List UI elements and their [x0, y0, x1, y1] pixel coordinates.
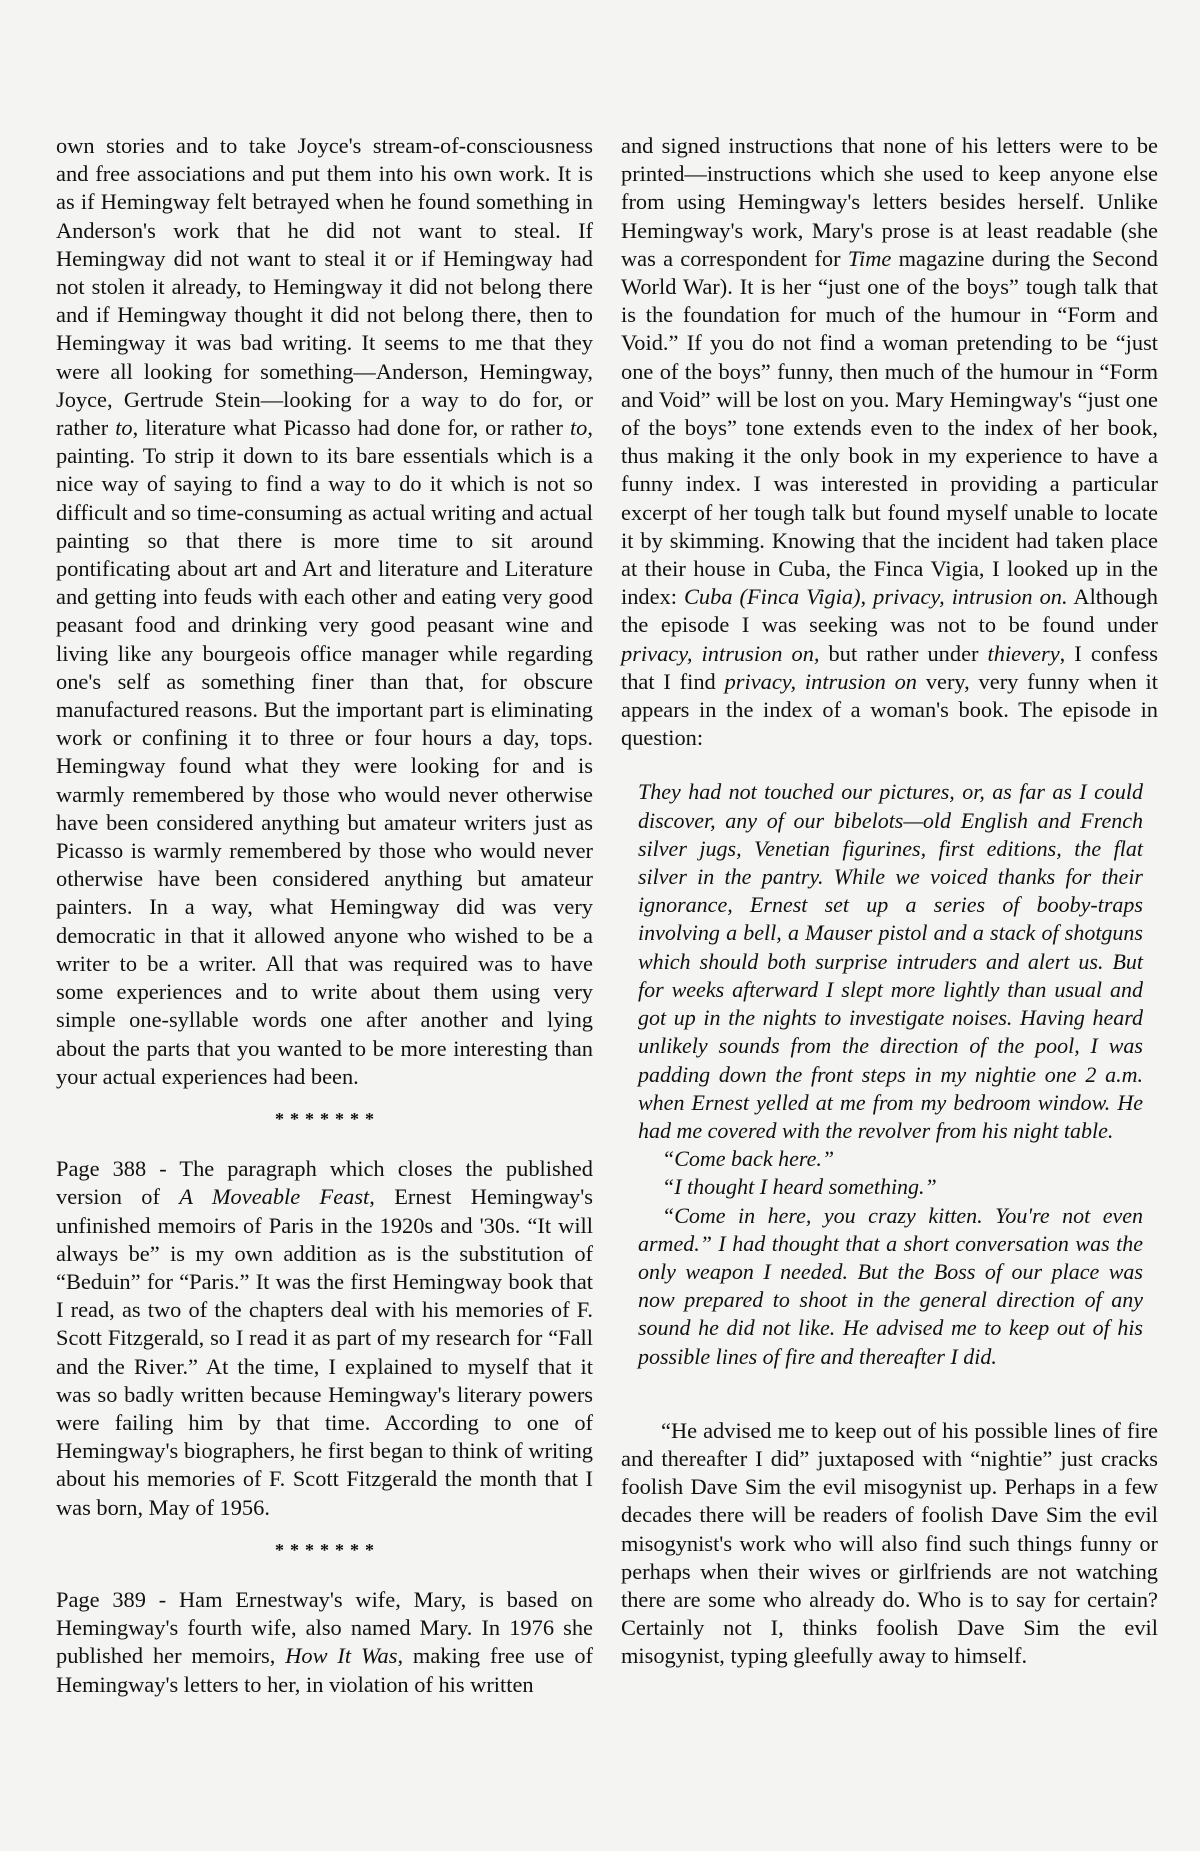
paragraph-juxtaposed: “He advised me to keep out of his possible lines of fire and thereafter I did” juxtaposed with “nightie” just cracks foolish Dave Sim the evil misogynist up. Perhaps in a few decades there will be readers of foolish Dave Sim the evil misogynist's work who will also find such things funny or perhaps when their wives or girlfriends are not watching there are some who already do. Who is to say for certain? Certainly not I, thinks foolish Dave Sim the evil misogynist, typing gleefully away to himself. [621, 1417, 1158, 1669]
quote-paragraph: “Come in here, you crazy kitten. You're not even armed.” I had thought that a short conversation was the only weapon I needed. But the Boss of our place was now prepared to shoot in the general direction of any sound he did not like. He advised me to keep out of his possible lines of fire and thereafter I did. [638, 1202, 1143, 1369]
paragraph-stream-of-consciousness [56, 132, 593, 1091]
left-column [56, 132, 593, 1699]
text-run: own stories and to take Joyce's stream-of-consciousness and free associations and put them into his own work. It is as if Hemingway felt betrayed when he found something in Anderson's work that he did not want to steal. If Hemingway did not want to steal it or if Hemingway had not stolen it already, to Hemingway it did not belong there and if Hemingway thought it did not belong there, then to Hemingway it was bad writing. It seems to me that they were all looking for something—Anderson, Hemingway, Joyce, Gertrude Stein—looking for a way to do for, or rather [56, 133, 593, 441]
text-run: very, very funny when it appears in the index of a woman's book. The episode in question: [621, 668, 1158, 751]
section-separator: ******* [275, 1108, 380, 1129]
text-run: and signed instructions that none of his letters were to be printed—instructions which she used to keep anyone else from using Hemingway's letters besides herself. Unlike Hemingway's work, Mary's prose is at least readable (she was a correspondent for [621, 133, 1158, 271]
block-quote [638, 778, 1143, 1370]
text-run: magazine during the Second World War). It is her “just one of the boys” tough talk that is the foundation for much of the humour in “Form and Void.” If you do not find a woman pretending to be “just one of the boys” funny, then much of the humour in “Form and Void” will be lost on you. Mary Hemingway's “just one of the boys” tone extends even to the index of her book, thus making it the only book in my experience to have a funny index. I was interested in providing a particular excerpt of her tough talk but found myself unable to locate it by skimming. Knowing that the incident had taken place at their house in Cuba, the Finca Vigia, I looked up in the index: [621, 245, 1158, 610]
text-run: Although the episode I was seeking was not to be found under [621, 584, 1158, 638]
quote-paragraph: “I thought I heard something.” [662, 1174, 937, 1200]
section-separator: ******* [275, 1539, 380, 1560]
text-run: Page 388 - The paragraph which closes the published version of [56, 1156, 593, 1210]
magazine-title: Time [847, 245, 892, 271]
quote-paragraph: “Come back here.” [662, 1146, 835, 1172]
text-run: , literature what Picasso had done for, or rather [132, 415, 563, 441]
quote-paragraph: They had not touched our pictures, or, as far as I could discover, any of our bibelots—old English and French silver jugs, Venetian figurines, first editions, the flat silver in the pantry. While we voiced thanks for their ignorance, Ernest set up a series of booby-traps involving a bell, a Mauser pistol and a stack of shotguns which should both surprise intruders and alert us. But for weeks afterward I slept more lightly than usual and got up in the nights to investigate noises. Having heard unlikely sounds from the direction of the pool, I was padding down the front steps in my nightie one 2 a.m. when Ernest yelled at me from my bedroom window. He had me covered with the revolver from his night table. [638, 779, 1143, 1143]
paragraph-signed-instructions [621, 132, 1158, 752]
paragraph-page-389 [56, 1586, 593, 1699]
italic-text: to [115, 415, 133, 441]
italic-text: Cuba (Finca Vigia), privacy, intrusion on. [684, 584, 1068, 610]
text-run: , Ernest Hemingway's unfinished memoirs of Paris in the 1920s and '30s. “It will always be” is my own addition as is the substitution of “Beduin” for “Paris.” It was the first Hemingway book that I read, as two of the chapters deal with his memories of F. Scott Fitzgerald, so I read it as part of my research for “Fall and the River.” At the time, I explained to myself that it was so badly written because Hemingway's literary powers were failing him by that time. According to one of Hemingway's biographers, he first began to think of writing about his memories of F. Scott Fitzgerald the month that I was born, May of 1956. [56, 1184, 593, 1520]
text-run: , I confess that I find [621, 640, 1158, 694]
book-title: How It Was [285, 1643, 398, 1669]
italic-text: to [569, 415, 588, 441]
text-run: , making free use of Hemingway's letters to her, in violation of his written [56, 1643, 593, 1697]
book-title: A Moveable Feast [179, 1184, 370, 1210]
italic-text: privacy, intrusion on [724, 668, 917, 694]
text-run: , painting. To strip it down to its bare essentials which is a nice way of saying to find a way to do it which is not so difficult and so time-consuming as actual writing and actual painting so that there is more time to sit around pontificating about art and Art and literature and Literature and getting into feuds with each other and eating very good peasant food and drinking very good peasant wine and living like any bourgeois office manager while regarding one's self as something finer than that, for obscure manufactured reasons. But the important part is eliminating work or confining it to three or four hours a day, tops. Hemingway found what they were looking for and is warmly remembered by those who would never otherwise have been considered anything but amateur writers just as Picasso is warmly remembered by those who would never otherwise have been considered anything but amateur painters. In a way, what Hemingway did was very democratic in that it allowed anyone who wished to be a writer to be a writer. All that was required was to have some experiences and to write about them using very simple one-syllable words one after another and lying about the parts that you wanted to be more interesting than your actual experiences had been. [56, 415, 593, 1089]
italic-text: thievery [987, 640, 1060, 666]
paragraph-page-388 [56, 1155, 593, 1522]
text-run: but rather under [828, 640, 979, 666]
right-column [621, 132, 1158, 1671]
italic-text: privacy, intrusion on, [621, 640, 820, 666]
text-run: Page 389 - Ham Ernestway's wife, Mary, is based on Hemingway's fourth wife, also named Mary. In 1976 she published her memoirs, [56, 1586, 593, 1669]
